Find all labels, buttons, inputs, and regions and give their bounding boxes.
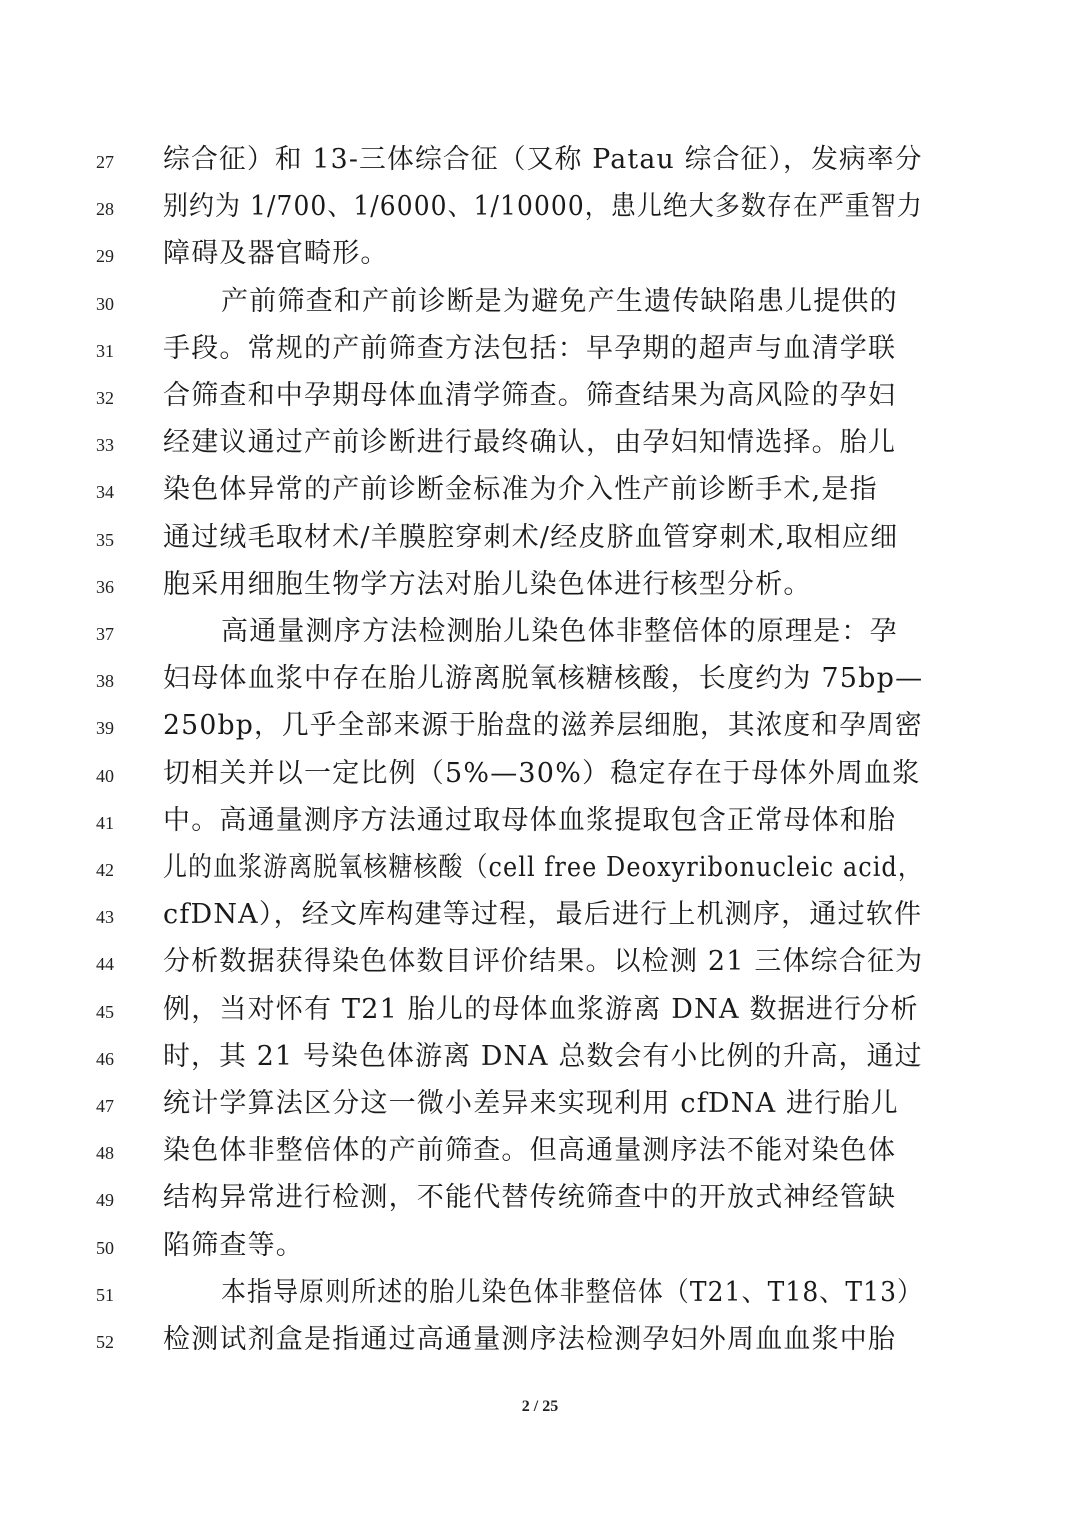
text-line	[0, 280, 1080, 327]
line-number: 35	[96, 529, 114, 550]
line-text: 250bp，几乎全部来源于胎盘的滋养层细胞，其浓度和孕周密	[163, 710, 923, 742]
line-number: 34	[96, 482, 114, 503]
text-line	[0, 185, 1080, 232]
line-text: 通过绒毛取材术/羊膜腔穿刺术/经皮脐血管穿刺术,取相应细	[163, 521, 899, 553]
line-text: 高通量测序方法检测胎儿染色体非整倍体的原理是：孕	[221, 616, 898, 647]
text-line	[0, 138, 1080, 185]
text-line	[0, 846, 1080, 893]
text-line	[0, 1224, 1080, 1271]
line-number: 48	[96, 1143, 114, 1164]
text-line	[0, 468, 1080, 515]
line-text: 儿的血浆游离脱氧核糖核酸（cell free Deoxyribonucleic acid，	[163, 852, 923, 883]
line-text: 陷筛查等。	[163, 1229, 304, 1261]
line-text: 产前筛查和产前诊断是为避免产生遗传缺陷患儿提供的	[221, 285, 898, 317]
line-number: 51	[96, 1284, 114, 1305]
text-line	[0, 940, 1080, 987]
line-text: 障碍及器官畸形。	[163, 238, 389, 270]
line-text: 中。高通量测序方法通过取母体血浆提取包含正常母体和胎	[163, 804, 897, 836]
line-number: 47	[96, 1096, 114, 1116]
text-line	[0, 374, 1080, 421]
line-text: 经建议通过产前诊断进行最终确认，由孕妇知情选择。胎儿	[163, 427, 897, 459]
line-text: 例，当对怀有 T21 胎儿的母体血浆游离 DNA 数据进行分析	[163, 993, 919, 1025]
line-number: 46	[96, 1048, 114, 1069]
text-line	[0, 1082, 1080, 1129]
line-number: 28	[96, 199, 114, 220]
line-text: 染色体异常的产前诊断金标准为介入性产前诊断手术,是指	[163, 474, 878, 506]
line-text: 合筛查和中孕期母体血清学筛查。筛查结果为高风险的孕妇	[163, 380, 897, 411]
text-line	[0, 421, 1080, 468]
text-line	[0, 1035, 1080, 1082]
line-text: 结构异常进行检测，不能代替传统筛查中的开放式神经管缺	[163, 1182, 897, 1214]
text-line	[0, 232, 1080, 279]
line-number: 27	[96, 152, 114, 172]
text-line	[0, 988, 1080, 1035]
line-text: 分析数据获得染色体数目评价结果。以检测 21 三体综合征为	[163, 946, 924, 978]
line-number: 30	[96, 293, 114, 314]
line-number: 32	[96, 388, 114, 408]
line-number: 45	[96, 1001, 114, 1022]
line-number: 38	[96, 671, 114, 692]
line-number: 41	[96, 812, 114, 833]
text-line	[0, 704, 1080, 751]
line-number: 40	[96, 765, 114, 786]
text-line	[0, 1129, 1080, 1176]
text-line	[0, 563, 1080, 610]
line-number: 44	[96, 954, 114, 975]
line-text: 检测试剂盒是指通过高通量测序法检测孕妇外周血血浆中胎	[163, 1324, 897, 1355]
line-text: 本指导原则所述的胎儿染色体非整倍体（T21、T18、T13）	[221, 1276, 924, 1308]
line-text: 综合征）和 13-三体综合征（又称 Patau 综合征），发病率分	[163, 144, 923, 175]
line-text: 染色体非整倍体的产前筛查。但高通量测序法不能对染色体	[163, 1135, 897, 1167]
line-number: 29	[96, 246, 114, 267]
text-line	[0, 1318, 1080, 1365]
line-number: 36	[96, 576, 114, 597]
text-line	[0, 1271, 1080, 1318]
page-number: 2 / 25	[521, 1398, 559, 1415]
text-line	[0, 610, 1080, 657]
text-line	[0, 327, 1080, 374]
line-text: 统计学算法区分这一微小差异来实现利用 cfDNA 进行胎儿	[163, 1088, 899, 1119]
line-text: 妇母体血浆中存在胎儿游离脱氧核糖核酸，长度约为 75bp—	[163, 663, 924, 695]
line-number: 33	[96, 435, 114, 456]
line-number: 37	[96, 624, 114, 644]
line-number: 52	[96, 1332, 114, 1352]
line-text: 别约为 1/700、1/6000、1/10000，患儿绝大多数存在严重智力	[163, 191, 923, 223]
text-line	[0, 799, 1080, 846]
text-line	[0, 893, 1080, 940]
line-number: 49	[96, 1190, 114, 1211]
line-text: 切相关并以一定比例（5%—30%）稳定存在于母体外周血浆	[163, 757, 921, 789]
line-number: 50	[96, 1237, 114, 1258]
text-line	[0, 657, 1080, 704]
line-text: cfDNA），经文库构建等过程，最后进行上机测序，通过软件	[163, 899, 923, 931]
line-number: 43	[96, 907, 114, 928]
line-number: 31	[96, 340, 114, 361]
line-text: 胞采用细胞生物学方法对胎儿染色体进行核型分析。	[163, 568, 812, 600]
text-line	[0, 516, 1080, 563]
text-line	[0, 1176, 1080, 1223]
line-number: 39	[96, 718, 114, 739]
text-line	[0, 752, 1080, 799]
line-text: 手段。常规的产前筛查方法包括：早孕期的超声与血清学联	[163, 332, 897, 364]
line-text: 时，其 21 号染色体游离 DNA 总数会有小比例的升高，通过	[163, 1040, 923, 1072]
line-number: 42	[96, 860, 114, 880]
